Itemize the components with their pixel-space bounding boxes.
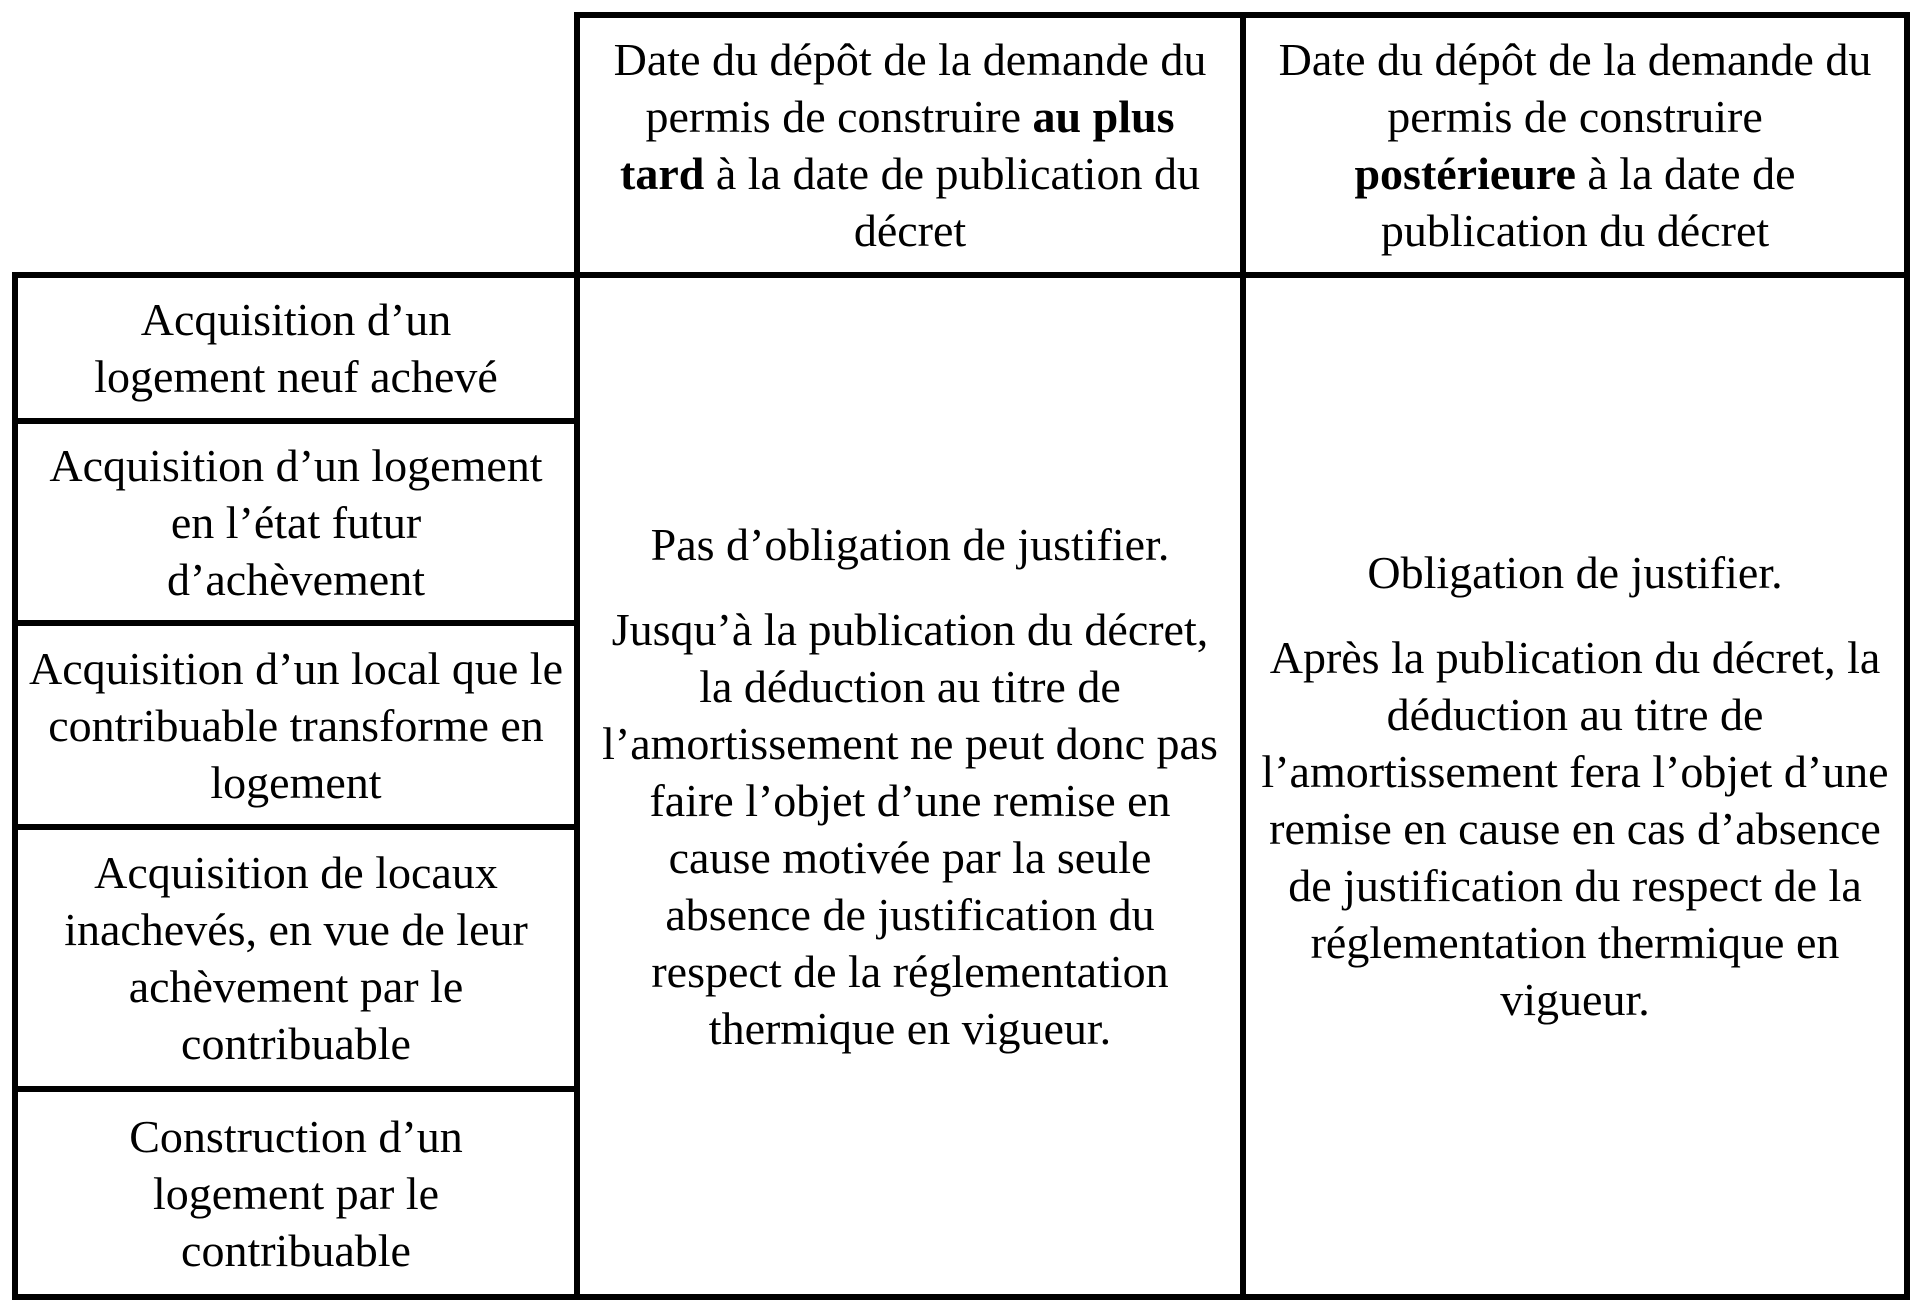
header-text: Date du dépôt de la demande du permis de construire postérieure à la date de publication du décret xyxy=(1278,34,1872,256)
body-cell-before-decree xyxy=(574,272,1246,1300)
header-text: Date du dépôt de la demande du permis de construire au plus tard à la date de publication du décret xyxy=(613,34,1207,256)
row-label: Construction d’un logement par le contribuable xyxy=(129,1110,463,1276)
row-label: Acquisition d’un logement neuf achevé xyxy=(94,294,498,402)
header-cell-after-decree xyxy=(1240,12,1910,278)
obligation-statement: Obligation de justifier. xyxy=(1367,547,1783,598)
header-cell-before-decree xyxy=(574,12,1246,278)
row-label-cell xyxy=(12,824,580,1092)
obligation-statement: Pas d’obligation de justifier. xyxy=(650,518,1170,570)
row-label-cell xyxy=(12,620,580,830)
obligation-explanation: Jusqu’à la publication du décret, la déduction au titre de l’amortissement ne peut donc pas faire l’objet d’une remise en cause motivée par la seule absence de justification du respect de la réglementation thermique en vigueur. xyxy=(602,603,1218,1054)
row-label: Acquisition de locaux inachevés, en vue de leur achèvement par le contribuable xyxy=(64,847,528,1069)
row-label: Acquisition d’un logement en l’état futur d’achèvement xyxy=(49,439,543,605)
row-label-cell xyxy=(12,272,580,424)
row-label: Acquisition d’un local que le contribuable transforme en logement xyxy=(29,642,563,808)
obligation-explanation: Après la publication du décret, la déduction au titre de l’amortissement fera l’objet d’une remise en cause en cas d’absence de justification du respect de la réglementation thermique en vigueur. xyxy=(1261,632,1889,1025)
header-emphasis: postérieure xyxy=(1354,148,1576,199)
body-cell-after-decree xyxy=(1240,272,1910,1300)
header-emphasis: au plus tard xyxy=(620,91,1175,199)
row-label-cell xyxy=(12,418,580,626)
row-label-cell xyxy=(12,1086,580,1300)
